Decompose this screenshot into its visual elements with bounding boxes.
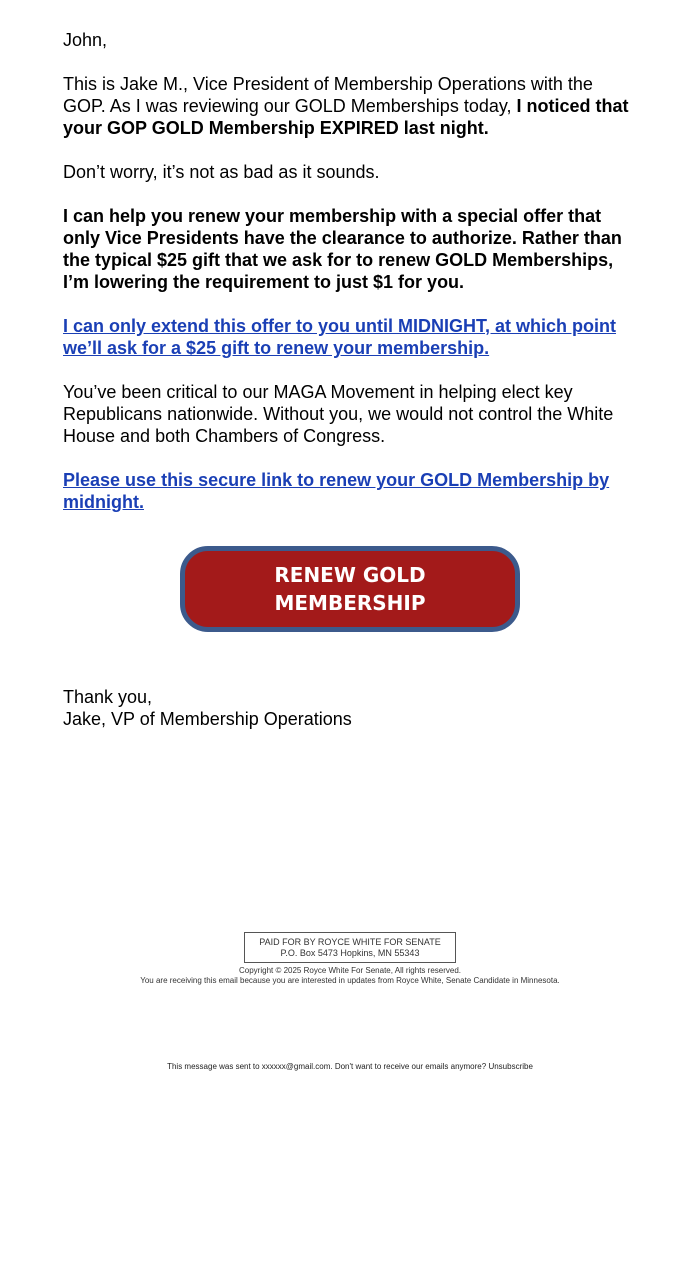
paragraph-movement: You’ve been critical to our MAGA Movement in helping elect key Republicans nationwide. Without you, we would not control the White House and both Chambers of Congress. [63,382,614,446]
paragraph-intro [63,73,638,139]
unsubscribe-link[interactable]: Unsubscribe [488,1062,533,1071]
signoff-signature: Jake, VP of Membership Operations [63,709,352,729]
greeting: John, [63,30,108,50]
sent-to-text: This message was sent to xxxxxx@gmail.com. Don't want to receive our emails anymore? [167,1062,487,1071]
secure-renew-link[interactable]: Please use this secure link to renew your GOLD Membership by midnight. [63,470,610,512]
paragraph-offer: I can help you renew your membership with a special offer that only Vice Presidents have the clearance to authorize. Rather than the typical $25 gift that we ask for to renew GOLD Memberships, I’m lowering the requirement to just $1 for you. [63,206,622,292]
deadline-offer-link[interactable]: I can only extend this offer to you until MIDNIGHT, at which point we’ll ask for a $25 gift to renew your membership. [63,316,617,358]
copyright-notice: Copyright © 2025 Royce White For Senate, All rights reserved. [239,966,461,975]
mailing-address: P.O. Box 5473 Hopkins, MN 55343 [280,948,420,958]
paid-for-disclaimer [244,932,456,963]
subscription-reason: You are receiving this email because you are interested in updates from Royce White, Senate Candidate in Minnesota. [140,976,560,985]
signoff-thanks: Thank you, [63,687,153,707]
paragraph-deadline [63,315,638,359]
intro-expired-notice: I noticed that your GOP GOLD Membership EXPIRED last night. [63,96,629,138]
renew-gold-membership-button[interactable]: RENEW GOLD MEMBERSHIP [180,546,520,632]
paragraph-secure-link [63,469,638,513]
paragraph-reassurance: Don’t worry, it’s not as bad as it sounds. [63,162,380,182]
cta-container [180,546,520,632]
intro-text: This is Jake M., Vice President of Membership Operations with the GOP. As I was reviewing our GOLD Memberships today, [63,74,593,116]
paid-for-text: PAID FOR BY ROYCE WHITE FOR SENATE [259,937,441,947]
sent-to-notice [0,1062,700,1072]
email-body [63,29,638,535]
signoff [63,686,352,730]
